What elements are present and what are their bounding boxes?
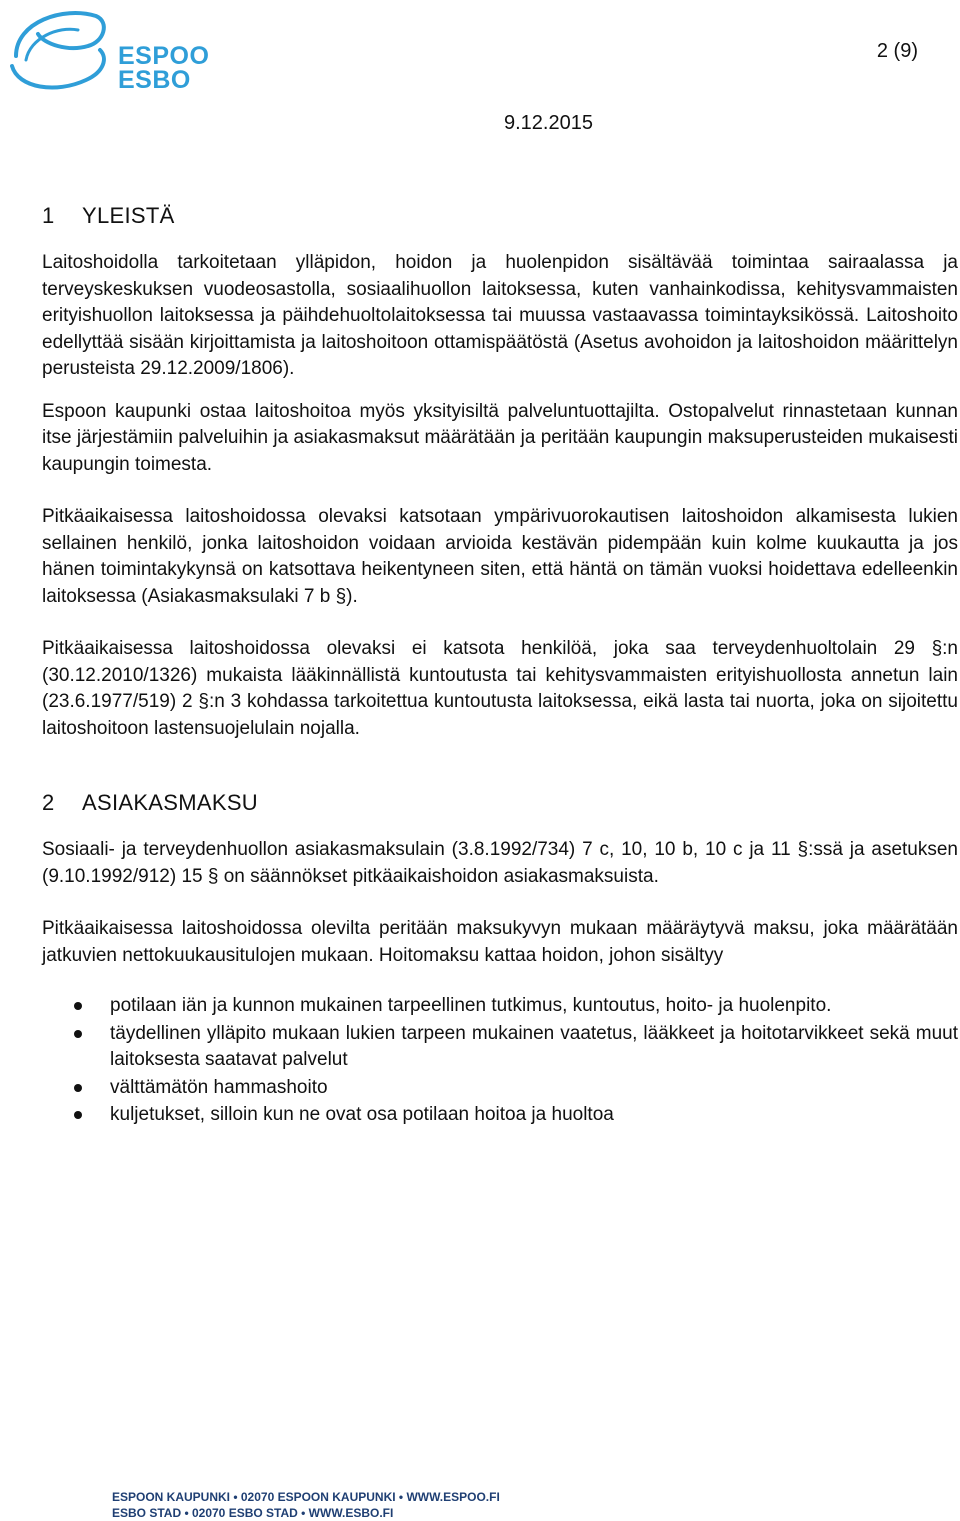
list-item-text: kuljetukset, silloin kun ne ovat osa potilaan hoitoa ja huoltoa [110,1104,614,1125]
bullet-icon [74,1030,82,1038]
footer-line-fi: ESPOON KAUPUNKI • 02070 ESPOON KAUPUNKI • WWW.ESPOO.FI [112,1490,500,1504]
list-item-text: välttämätön hammashoito [110,1076,328,1098]
footer-line-sv: ESBO STAD • 02070 ESBO STAD • WWW.ESBO.FI [112,1506,394,1520]
list-item-text: potilaan iän ja kunnon mukainen tarpeellinen tutkimus, kuntoutus, hoito- ja huolenpito. [110,995,832,1016]
page-footer [112,1489,500,1521]
document-body [42,200,958,1130]
paragraph: Sosiaali- ja terveydenhuollon asiakasmaksulain (3.8.1992/734) 7 c, 10, 10 b, 10 c ja 11 §:ssä ja asetuksen (9.10.1992/912) 15 § on säännökset pitkäaikaishoidon asiakasmaksuista. [42,839,958,887]
list-item [42,1021,958,1074]
paragraph: Pitkäaikaisessa laitoshoidossa olevilta peritään maksukyvyn mukaan määräytyvä maksu, joka määrätään jatkuvien nettokuukausitulojen mukaan. Hoitomaksu kattaa hoidon, johon sisältyy [42,918,958,966]
bullet-list [42,993,958,1129]
bullet-icon [74,1084,82,1092]
section-heading-yleista [42,200,958,232]
list-item [42,993,958,1020]
espoo-wave-logo-icon [8,4,118,94]
list-item-text: täydellinen ylläpito mukaan lukien tarpeen mukainen vaatetus, lääkkeet ja hoitotarvikkeet sekä muut laitoksesta saatavat palvelut [110,1022,958,1070]
section-number: 1 [42,203,55,228]
page-number: 2 (9) [876,40,918,62]
espoo-logo [8,4,208,94]
section-title: YLEISTÄ [82,203,175,228]
list-item [42,1075,958,1102]
paragraph: Pitkäaikaisessa laitoshoidossa olevaksi katsotaan ympärivuorokautisen laitoshoidon alkamisesta lukien sellainen henkilö, jonka laitoshoidon voidaan arvioida kestävän pidempään kuin kolme kuukautta ja jos hänen toimintakykynsä on katsottava heikentyneen siten, että häntä on tämän vuoksi hoidettava edelleenkin laitoksessa (Asiakasmaksulaki 7 b §). [42,506,958,607]
section-heading-asiakasmaksu [42,787,958,819]
bullet-icon [74,1002,82,1010]
document-date: 9.12.2015 [504,112,593,134]
logo-text-espoo: ESPOO [118,42,210,70]
paragraph: Laitoshoidolla tarkoitetaan ylläpidon, hoidon ja huolenpidon sisältävää toimintaa sairaalassa ja terveyskeskuksen vuodeosastolla, sosiaalihuollon laitoksessa, kuten vanhainkodissa, kehitysvammaisten erityishuollon laitoksessa ja päihdehuoltolaitoksessa tai muussa vastaavassa toimintayksikössä. Laitoshoito edellyttää sisään kirjoittamista ja laitoshoitoon ottamispäätöstä (Asetus avohoidon ja laitoshoidon määrittelyn perusteista 29.12.2009/1806). [42,252,958,379]
section-number: 2 [42,790,55,815]
logo-text-esbo: ESBO [118,66,191,94]
bullet-icon [74,1111,82,1119]
list-item [42,1102,958,1129]
paragraph: Espoon kaupunki ostaa laitoshoitoa myös yksityisiltä palveluntuottajilta. Ostopalvelut rinnastetaan kunnan itse järjestämiin palveluihin ja asiakasmaksut määrätään ja peritään kaupungin maksuperusteiden mukaisesti kaupungin toimesta. [42,400,958,475]
section-title: ASIAKASMAKSU [82,790,258,815]
paragraph: Pitkäaikaisessa laitoshoidossa olevaksi ei katsota henkilöä, joka saa terveydenhuoltolain 29 §:n (30.12.2010/1326) mukaista lääkinnällistä kuntoutusta tai kehitysvammaisten erityishuollosta annetun lain (23.6.1977/519) 2 §:n 3 kohdassa tarkoitettua kuntoutusta laitoksessa, eikä lasta tai nuorta, joka on sijoitettu laitoshoitoon lastensuojelulain nojalla. [42,638,958,739]
